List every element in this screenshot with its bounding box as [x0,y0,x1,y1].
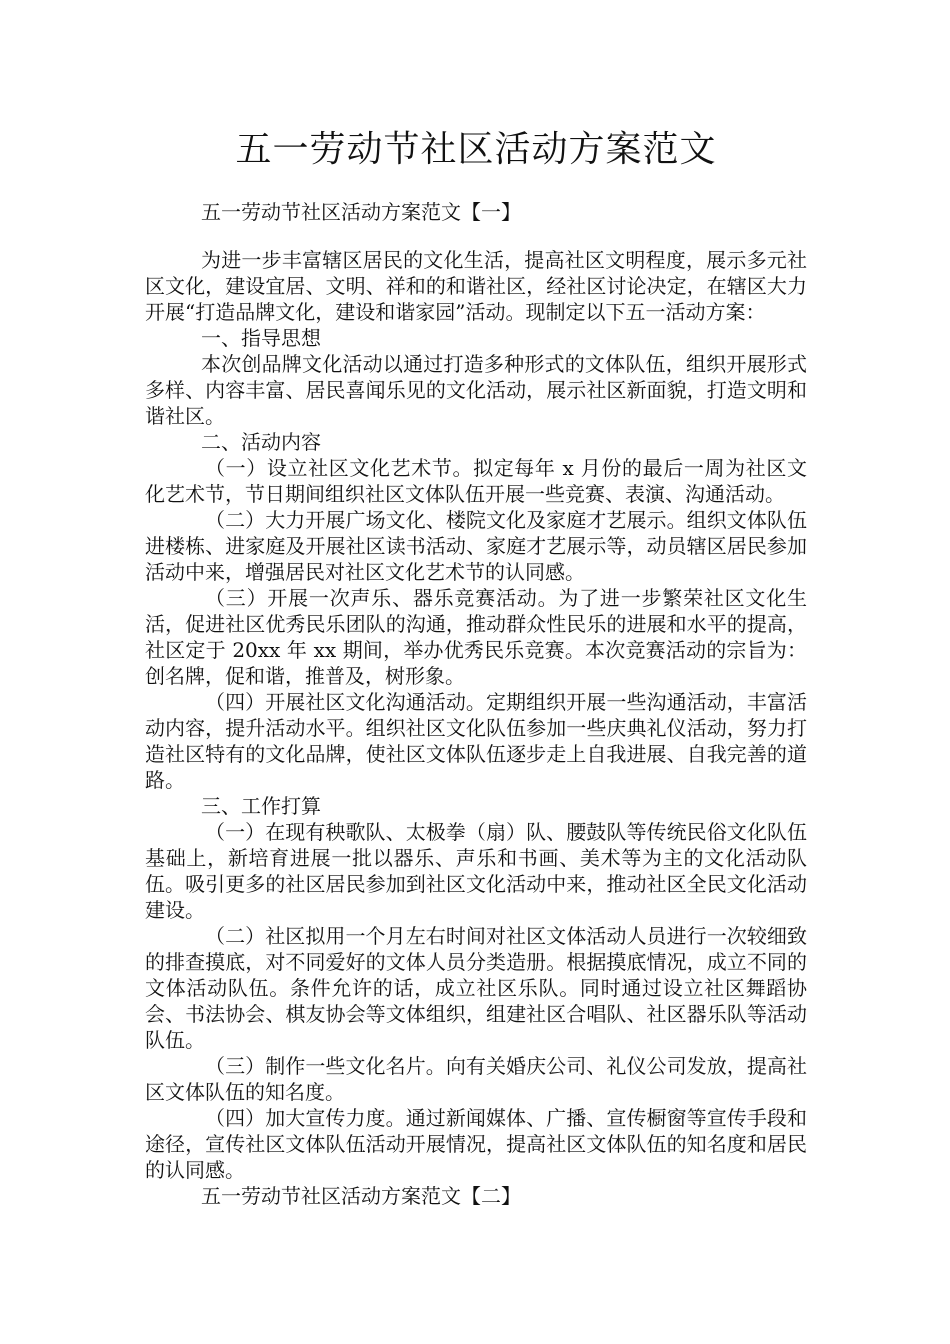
section-heading-one: 五一劳动节社区活动方案范文【一】 [201,200,521,224]
paragraph-content-3: （三）开展一次声乐、器乐竞赛活动。为了进一步繁荣社区文化生活，促进社区优秀民乐团队的沟通，推动群众性民乐的进展和水平的提高，社区定于 20xx 年 xx 期间，举办优秀民乐竞赛。本次竞赛活动的宗旨为：创名牌，促和谐，推普及，树形象。 [145,586,807,688]
paragraph-content-1: （一）设立社区文化艺术节。拟定每年 x 月份的最后一周为社区文化艺术节，节日期间组织社区文体队伍开展一些竞赛、表演、沟通活动。 [145,456,807,506]
paragraph-content-2: （二）大力开展广场文化、楼院文化及家庭才艺展示。组织文体队伍进楼栋、进家庭及开展社区读书活动、家庭才艺展示等，动员辖区居民参加活动中来，增强居民对社区文化艺术节的认同感。 [145,508,807,584]
section-heading-two: 五一劳动节社区活动方案范文【二】 [201,1184,521,1208]
paragraph-guiding-ideology: 本次创品牌文化活动以通过打造多种形式的文体队伍，组织开展形式多样、内容丰富、居民喜闻乐见的文化活动，展示社区新面貌，打造文明和谐社区。 [145,352,807,428]
paragraph-plan-1: （一）在现有秧歌队、太极拳（扇）队、腰鼓队等传统民俗文化队伍基础上，新培育进展一批以器乐、声乐和书画、美术等为主的文化活动队伍。吸引更多的社区居民参加到社区文化活动中来，推动社区全民文化活动建设。 [145,820,807,922]
heading-activity-content: 二、活动内容 [201,430,321,454]
heading-guiding-ideology: 一、指导思想 [201,326,321,350]
page-title: 五一劳动节社区活动方案范文 [235,129,717,170]
paragraph-plan-2: （二）社区拟用一个月左右时间对社区文体活动人员进行一次较细致的排查摸底，对不同爱好的文体人员分类造册。根据摸底情况，成立不同的文体活动队伍。条件允许的话，成立社区乐队。同时通过设立社区舞蹈协会、书法协会、棋友协会等文体组织，组建社区合唱队、社区器乐队等活动队伍。 [145,924,807,1052]
intro-paragraph: 为进一步丰富辖区居民的文化生活，提高社区文明程度，展示多元社区文化，建设宜居、文明、祥和的和谐社区，经社区讨论决定，在辖区大力开展“打造品牌文化，建设和谐家园”活动。现制定以下五一活动方案： [145,248,807,324]
paragraph-plan-4: （四）加大宣传力度。通过新闻媒体、广播、宣传橱窗等宣传手段和途径，宣传社区文体队伍活动开展情况，提高社区文体队伍的知名度和居民的认同感。 [145,1106,807,1182]
heading-work-plan: 三、工作打算 [201,794,321,818]
paragraph-content-4: （四）开展社区文化沟通活动。定期组织开展一些沟通活动，丰富活动内容，提升活动水平。组织社区文化队伍参加一些庆典礼仪活动，努力打造社区特有的文化品牌，使社区文体队伍逐步走上自我进展、自我完善的道路。 [145,690,807,792]
paragraph-plan-3: （三）制作一些文化名片。向有关婚庆公司、礼仪公司发放，提高社区文体队伍的知名度。 [145,1054,807,1104]
document-body [145,247,807,1209]
